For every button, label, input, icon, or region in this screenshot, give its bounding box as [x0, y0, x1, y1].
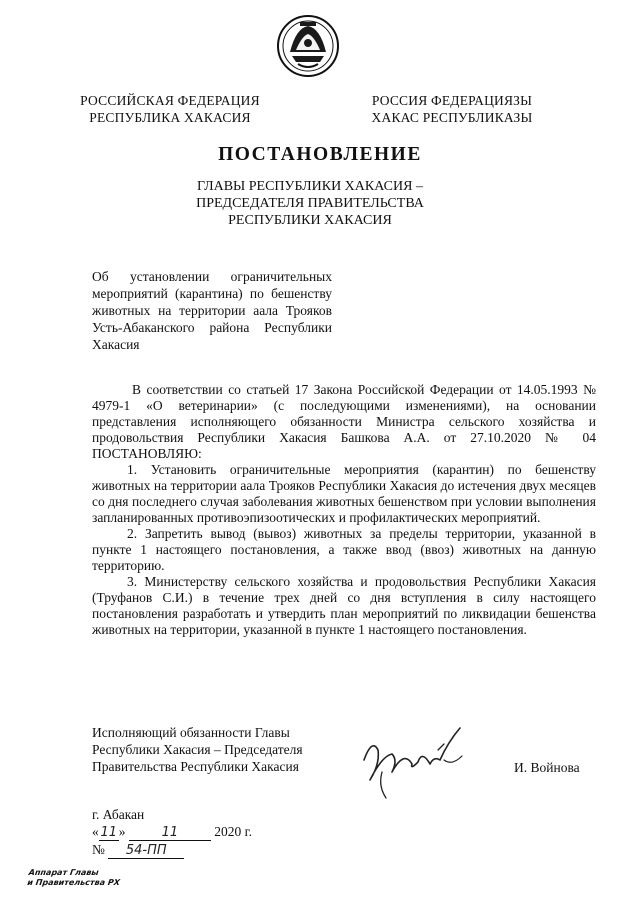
- number-line: [92, 841, 292, 859]
- signatory-name: И. Войнова: [514, 760, 580, 775]
- place-date-block: [92, 806, 292, 859]
- signatory-line3: Правительства Республики Хакасия: [92, 759, 299, 774]
- signatory-line1: Исполняющий обязанности Главы: [92, 725, 290, 740]
- item-2-paragraph: 2. Запретить вывод (вывоз) животных за пределы территории, указанной в пункте 1 настоящего постановления, а также ввод (ввоз) животных на данную территорию.: [92, 526, 596, 573]
- preamble-paragraph: В соответствии со статьей 17 Закона Российской Федерации от 14.05.1993 № 4979-1 «О ветеринарии» (с последующими изменениями), на основании представления исполняющего обязанности Министра сельского хозяйства и продовольствия Республики Хакасия Башкова А.А. от 27.10.2020 № 04 ПОСТАНОВЛЯЮ:: [92, 382, 596, 461]
- stamp-line1: Аппарат Главы: [28, 868, 100, 877]
- document-subject: Об установлении ограничительных мероприятий (карантина) по бешенству животных на территории аала Трояков Усть-Абаканского района Республики Хакасия: [92, 269, 332, 352]
- document-title: ПОСТАНОВЛЕНИЕ: [218, 144, 422, 165]
- subtitle-line2: ПРЕДСЕДАТЕЛЯ ПРАВИТЕЛЬСТВА: [196, 196, 424, 211]
- item-3-paragraph: 3. Министерству сельского хозяйства и продовольствия Республики Хакасия (Труфанов С.И.) в течение трех дней со дня вступления в силу настоящего постановления разработать и утвердить план мероприятий по ликвидации бешенства животных на территории, указанной в пункте 1 настоящего постановления.: [92, 574, 596, 637]
- subtitle-line3: РЕСПУБЛИКИ ХАКАСИЯ: [228, 213, 392, 228]
- item-1-paragraph: 1. Установить ограничительные мероприятия (карантин) по бешенству животных на территории аала Трояков Республики Хакасия до истечения двух месяцев со дня последнего случая заболевания животных бешенством при условии выполнения запланированных противоэпизоотических и профилактических мероприятий.: [92, 462, 596, 525]
- handwritten-signature: [352, 720, 487, 808]
- date-year: 2020 г.: [214, 824, 253, 839]
- date-day: 11: [100, 825, 118, 840]
- document-number: 54-ПП: [108, 844, 184, 859]
- stamp-line2: и Правительства РХ: [26, 878, 121, 887]
- header-left: [70, 92, 270, 126]
- header-left-line2: РЕСПУБЛИКА ХАКАСИЯ: [89, 110, 251, 125]
- document-subtitle: [160, 178, 460, 229]
- city: г. Абакан: [92, 807, 145, 822]
- header-left-line1: РОССИЙСКАЯ ФЕДЕРАЦИЯ: [80, 93, 260, 108]
- date-line: « 11 » 11 2020 г.: [92, 824, 253, 840]
- number-prefix: №: [92, 842, 105, 857]
- subtitle-line1: ГЛАВЫ РЕСПУБЛИКИ ХАКАСИЯ –: [197, 179, 423, 194]
- header-right-line1: РОССИЯ ФЕДЕРАЦИЯЗЫ: [371, 93, 533, 108]
- signatory-block: [92, 724, 352, 775]
- header-right-line2: ХАКАС РЕСПУБЛИКАЗЫ: [371, 110, 533, 125]
- office-stamp: [27, 868, 150, 888]
- signatory-line2: Республики Хакасия – Председателя: [92, 742, 303, 757]
- date-month: 11: [129, 826, 211, 841]
- header-right: [352, 92, 552, 126]
- document-body: [92, 382, 596, 638]
- coat-of-arms-emblem-icon: [276, 14, 340, 78]
